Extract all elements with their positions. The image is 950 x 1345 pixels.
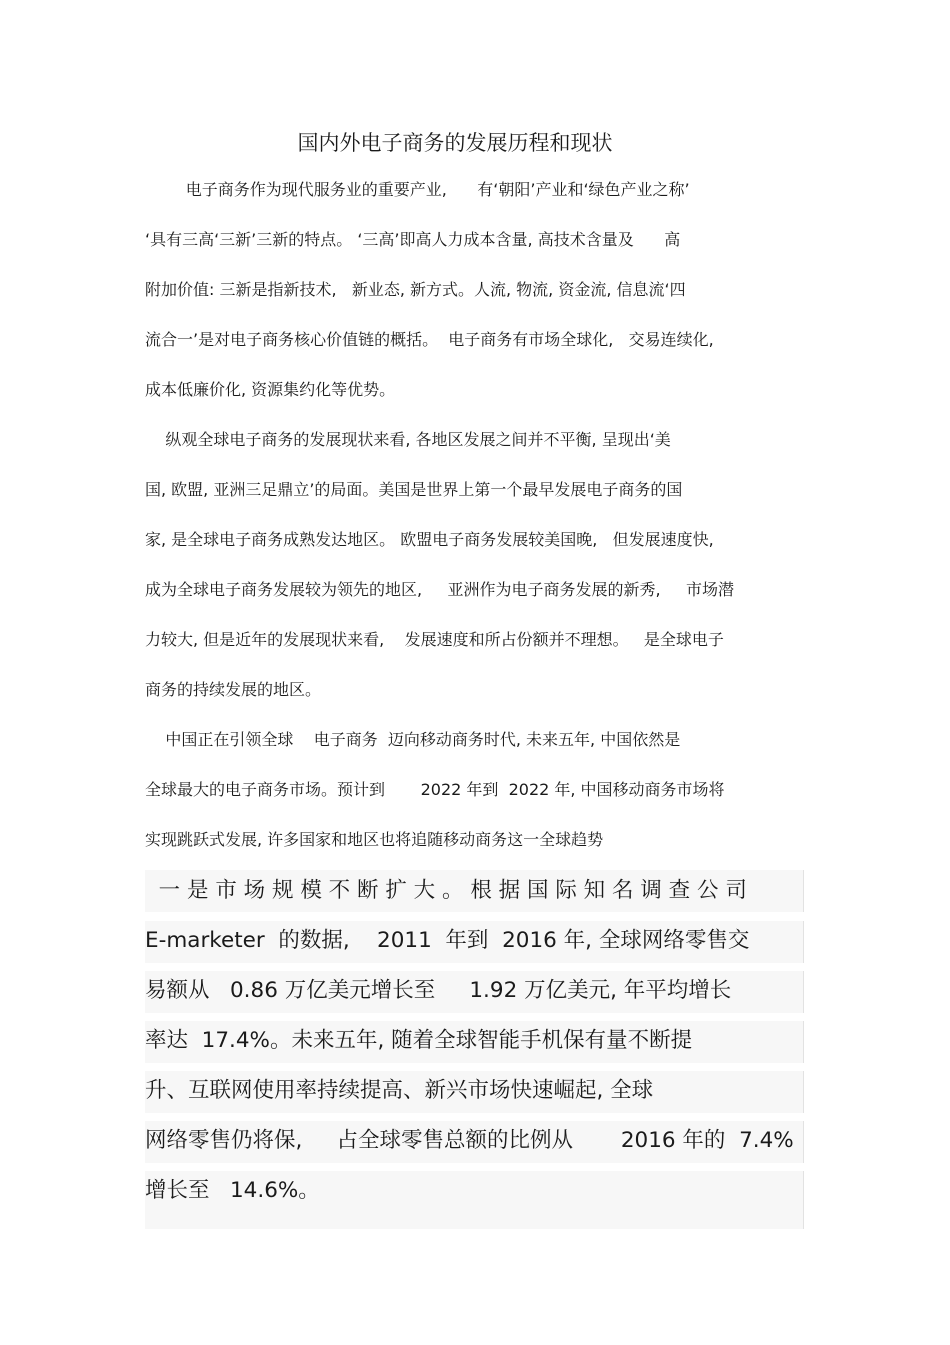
document-title: 国内外电子商务的发展历程和现状 bbox=[297, 131, 613, 155]
paragraph-line: 成本低廉价化, 资源集约化等优势。 bbox=[145, 380, 396, 399]
paragraph-line: 易额从 0.86 万亿美元增长至 1.92 万亿美元, 年平均增长 bbox=[145, 978, 732, 1003]
paragraph-line: ‘具有三高‘三新’三新的特点。 ‘三高’即高人力成本含量, 高技术含量及 高 bbox=[145, 230, 681, 249]
paragraph-line: 率达 17.4%。未来五年, 随着全球智能手机保有量不断提 bbox=[145, 1028, 693, 1053]
paragraph-line: 力较大, 但是近年的发展现状来看, 发展速度和所占份额并不理想。 是全球电子 bbox=[145, 630, 724, 649]
paragraph-line: 实现跳跃式发展, 许多国家和地区也将追随移动商务这一全球趋势 bbox=[145, 830, 604, 849]
paragraph-line: 成为全球电子商务发展较为领先的地区, 亚洲作为电子商务发展的新秀, 市场潜 bbox=[145, 580, 735, 599]
paragraph-line: 网络零售仍将保, 占全球零售总额的比例从 2016 年的 7.4% bbox=[145, 1128, 794, 1153]
paragraph-line: 附加价值: 三新是指新技术, 新业态, 新方式。人流, 物流, 资金流, 信息流‘四 bbox=[145, 280, 686, 299]
paragraph-line: 升、互联网使用率持续提高、新兴市场快速崛起, 全球 bbox=[145, 1078, 654, 1103]
paragraph-line: E-marketer 的数据, 2011 年到 2016 年, 全球网络零售交 bbox=[145, 928, 750, 953]
paragraph-line: 全球最大的电子商务市场。预计到 2022 年到 2022 年, 中国移动商务市场将 bbox=[145, 780, 725, 799]
paragraph-line: 流合一’是对电子商务核心价值链的概括。 电子商务有市场全球化, 交易连续化, bbox=[145, 330, 714, 349]
paragraph-line: 一 是 市 场 规 模 不 断 扩 大 。 根 据 国 际 知 名 调 查 公 司 bbox=[145, 878, 747, 903]
paragraph-line: 增长至 14.6%。 bbox=[145, 1178, 320, 1203]
paragraph-line: 国, 欧盟, 亚洲三足鼎立’的局面。美国是世界上第一个最早发展电子商务的国 bbox=[145, 480, 683, 499]
paragraph-line: 商务的持续发展的地区。 bbox=[145, 680, 322, 699]
paragraph-line: 中国正在引领全球 电子商务 迈向移动商务时代, 未来五年, 中国依然是 bbox=[145, 730, 681, 749]
paragraph-line: 电子商务作为现代服务业的重要产业, 有‘朝阳’产业和‘绿色产业之称’ bbox=[145, 180, 690, 199]
paragraph-line: 纵观全球电子商务的发展现状来看, 各地区发展之间并不平衡, 呈现出‘美 bbox=[145, 430, 671, 449]
paragraph-line: 家, 是全球电子商务成熟发达地区。 欧盟电子商务发展较美国晚, 但发展速度快, bbox=[145, 530, 714, 549]
